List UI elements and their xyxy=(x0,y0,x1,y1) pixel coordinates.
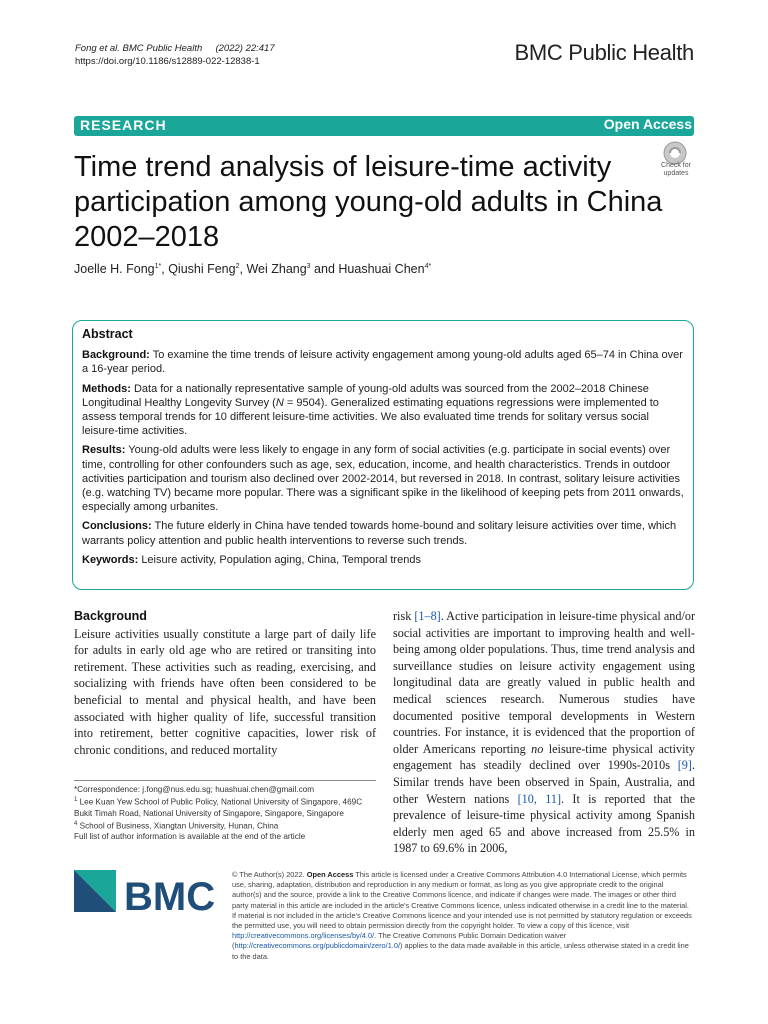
body-text: risk xyxy=(393,609,415,623)
correspondence: *Correspondence: j.fong@nus.edu.sg; huashuai.chen@gmail.com xyxy=(74,785,315,794)
author-affiliation: 2 xyxy=(235,262,240,270)
abstract-methods-text-cont: = 9504). Generalized estimating equations regressions were implemented to assess temporal trends for 10 different leisure-time activities. We also evaluated time trends for solitary versus social leisure-time activities. xyxy=(82,396,659,438)
abstract-results-label: Results: xyxy=(82,444,126,457)
author-info-note: Full list of author information is available at the end of the article xyxy=(74,832,306,842)
abstract-keywords-label: Keywords: xyxy=(82,553,139,566)
affiliation-number: 1 xyxy=(74,797,78,803)
affiliation-1 xyxy=(74,795,376,819)
abstract-background-label: Background: xyxy=(82,349,150,362)
abstract-keywords-text: Leisure activity, Population aging, China, Temporal trends xyxy=(141,553,421,566)
author-separator: , xyxy=(239,262,247,276)
citation-authors: Fong et al. BMC Public Health xyxy=(75,43,203,54)
journal-name: BMC Public Health xyxy=(514,40,694,65)
abstract-heading: Abstract xyxy=(82,327,133,341)
abstract-methods-text: Data for a nationally representative sample of young-old adults was sourced from the 2002–2018 Chinese Longitudinal Healthy Longevity Survey ( xyxy=(82,382,649,409)
body-text-emphasis: no xyxy=(531,741,544,756)
abstract-results xyxy=(82,443,686,514)
public-domain-link[interactable]: http://creativecommons.org/publicdomain/zero/1.0/ xyxy=(234,941,401,951)
section-label: RESEARCH xyxy=(80,117,167,133)
author-affiliation: 1* xyxy=(154,262,162,270)
body-column-left xyxy=(74,608,376,758)
author-affiliation: 3 xyxy=(306,262,311,270)
abstract-methods xyxy=(82,382,686,439)
abstract-methods-n: N xyxy=(275,396,284,409)
check-for-updates-label: Check for updates xyxy=(661,162,691,177)
body-text: leisure-time physical activity engagement has steadily declined over 1990s-2010s xyxy=(393,741,695,773)
doi-link[interactable]: https://doi.org/10.1186/s12889-022-12838-1 xyxy=(75,56,260,67)
author-affiliation: 4* xyxy=(424,262,432,270)
affiliation-text: Lee Kuan Yew School of Public Policy, National University of Singapore, 469C Bukit Timah Road, National University of Singapore, Singapore, Singapore xyxy=(74,797,363,818)
author-separator: and xyxy=(310,262,339,276)
body-column-right xyxy=(393,608,695,857)
citation-header xyxy=(75,42,275,68)
body-paragraph: Leisure activities usually constitute a large part of daily life for adults in early old age who are retired or transiting into retirement. These activities such as reading, exercising, and socializing with friends have often been considered to be beneficial to mental and physical health, and have been associated with higher quality of life, successful transition into retirement, better cognitive capacities, lower risk of chronic conditions, and reduced mortality xyxy=(74,626,376,757)
author[interactable]: Joelle H. Fong xyxy=(74,262,155,276)
body-text: . Active participation in leisure-time physical and/or social activities are important to improving health and well-being among older populations. Thus, time trend analysis and surveillance studies on leisure activity engagement using longitudinal data are greatly valued in public health and medical sciences research. Numerous studies have documented positive temporal developments in Western countries. For instance, it is evidenced that the proportion of older Americans reporting xyxy=(393,609,695,756)
affiliation-number: 4 xyxy=(74,820,78,827)
author[interactable]: Qiushi Feng xyxy=(168,262,236,276)
bmc-logo-icon xyxy=(74,870,214,926)
open-access-label: Open Access xyxy=(603,116,692,132)
abstract-methods-label: Methods: xyxy=(82,382,131,395)
license-open-access: Open Access xyxy=(306,870,354,879)
body-text: . It is reported that the prevalence of leisure-time physical activity among Spanish elderly men aged 65 and above increased from 25.5% in 1987 to 69.6% in 2006, xyxy=(393,791,695,856)
abstract-conclusions xyxy=(82,519,686,547)
section-banner xyxy=(74,116,694,136)
license-text: This article is licensed under a Creative Commons Attribution 4.0 International License, which permits use, sharing, adaptation, distribution and reproduction in any medium or format, as long as you give appropriate credit to the original author(s) and the source, provide a link to the Creative Commons licence, and indicate if changes were made. The images or other third party material in this article are included in the article's Creative Commons licence, unless indicated otherwise in a credit line to the material. If material is not included in the article's Creative Commons licence and your intended use is not permitted by statutory regulation or exceeds the permitted use, you will need to obtain permission directly from the copyright holder. To view a copy of this licence, visit xyxy=(232,870,692,931)
abstract-conclusions-text: The future elderly in China have tended towards home-bound and solitary leisure activities over time, which warrants policy attention and public health interventions to reverse such trends. xyxy=(82,520,677,547)
license-text: ) applies to the data made available in this article, unless otherwise stated in a credit line to the data. xyxy=(232,941,689,961)
footnote-divider xyxy=(74,780,376,781)
affiliation-text: School of Business, Xiangtan University, Hunan, China xyxy=(77,821,279,831)
citation-link[interactable]: [9] xyxy=(677,758,692,773)
affiliation-4 xyxy=(74,819,376,832)
abstract-conclusions-label: Conclusions: xyxy=(82,520,152,533)
license-statement xyxy=(232,870,694,962)
citation-ref: (2022) 22:417 xyxy=(215,43,275,54)
author-list xyxy=(74,262,431,276)
section-heading-background: Background xyxy=(74,609,147,623)
article-title: Time trend analysis of leisure-time activity participation among young-old adults in China 2002–2018 xyxy=(74,151,663,253)
citation-link[interactable]: [10, 11] xyxy=(517,791,562,806)
bmc-logo xyxy=(74,870,214,926)
abstract-background-text: To examine the time trends of leisure activity engagement among young-old adults aged 65–74 in China over a 16-year period. xyxy=(82,349,683,376)
abstract-results-text: Young-old adults were less likely to engage in any form of social activities (e.g. participate in social events) over time, controlling for other confounders such as age, sex, education, income, and health characteristics. Trends in outdoor activities participation and tourism also declined over 2002-2014, but reversed in 2018. In contrast, solitary leisure activities (e.g. watching TV) became more popular. There was a significant spike in the likelihood of keeping pets from 2011 onwards, especially among urbanites. xyxy=(82,444,684,514)
license-link[interactable]: http://creativecommons.org/licenses/by/4.0/ xyxy=(232,931,375,941)
body-paragraph xyxy=(393,608,695,857)
footnotes xyxy=(74,784,376,842)
license-text: . The Creative Commons Public Domain Dedication waiver ( xyxy=(232,931,567,951)
author[interactable]: Huashuai Chen xyxy=(338,262,425,276)
abstract xyxy=(82,327,686,572)
license-copyright: © The Author(s) 2022. xyxy=(232,870,307,879)
author-separator: , xyxy=(161,262,169,276)
body-text: . Similar trends have been observed in Spain, Australia, and other Western nations xyxy=(393,758,695,806)
abstract-keywords xyxy=(82,553,686,567)
citation-link[interactable]: [1–8] xyxy=(414,609,441,623)
author[interactable]: Wei Zhang xyxy=(246,262,307,276)
bmc-logo-text: BMC xyxy=(124,875,214,919)
abstract-background xyxy=(82,348,686,376)
